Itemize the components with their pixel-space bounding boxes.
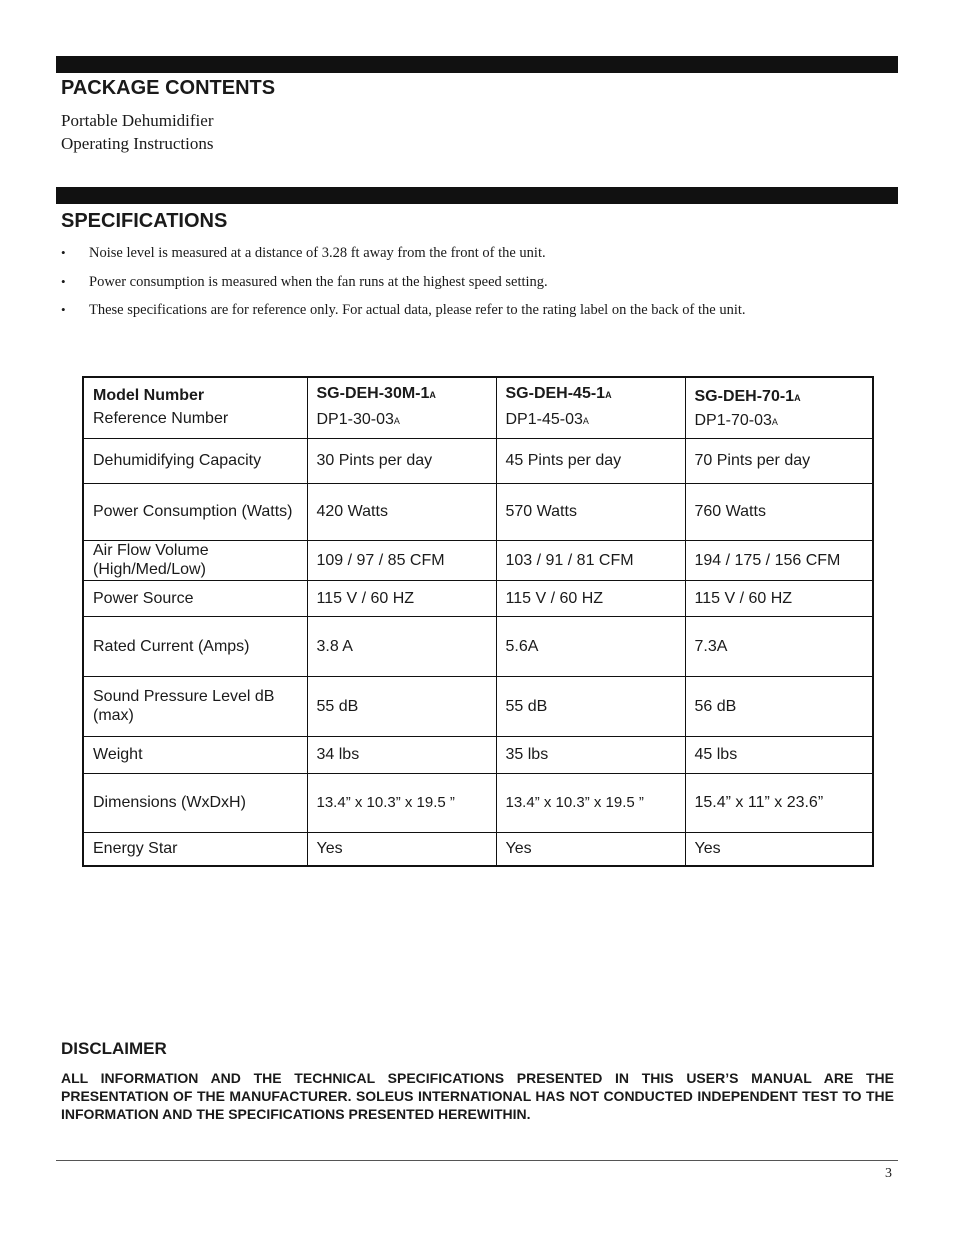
table-header-row [83,377,873,438]
package-contents-list [61,110,214,155]
row-label: Energy Star [83,832,307,866]
row-label: Air Flow Volume (High/Med/Low) [83,540,307,580]
row-value: Yes [307,832,496,866]
reference-number: DP1-70-03 [694,412,772,429]
package-item: Portable Dehumidifier [61,111,214,130]
row-label: Power Consumption (Watts) [83,483,307,540]
table-row [83,483,873,540]
note-item [60,243,746,272]
row-value: Yes [685,832,873,866]
specifications-heading: SPECIFICATIONS [61,210,228,232]
reference-number-wrap [506,410,676,431]
model-number: SG-DEH-45-1 [505,385,606,402]
row-value: 109 / 97 / 85 CFM [307,540,496,580]
row-label: Dimensions (WxDxH) [83,773,307,832]
footer-rule [56,1160,898,1161]
table-row [83,438,873,483]
specifications-table [82,376,874,867]
model-suffix: A [429,390,436,400]
reference-number: DP1-30-03 [316,411,394,428]
header-label-cell [83,377,307,438]
package-item: Operating Instructions [61,133,214,153]
specifications-section-bar [56,187,898,204]
row-value: 45 Pints per day [496,438,685,483]
model-header-cell [307,377,496,438]
reference-suffix: A [582,416,589,426]
table-row [83,736,873,773]
table-row [83,676,873,736]
specification-notes [60,243,746,329]
model-number-label: Model Number [93,387,205,404]
row-value: 13.4” x 10.3” x 19.5 ” [307,773,496,832]
row-value: 15.4” x 11” x 23.6” [685,773,873,832]
row-value: 35 lbs [496,736,685,773]
row-value: 45 lbs [685,736,873,773]
model-header-cell [496,377,685,438]
table-row [83,773,873,832]
disclaimer-heading: DISCLAIMER [61,1039,167,1058]
table-row [83,580,873,616]
reference-suffix: A [393,416,400,426]
bullet-icon: • [61,302,66,317]
model-number: SG-DEH-70-1 [694,388,795,405]
row-value: 55 dB [496,676,685,736]
row-value: Yes [496,832,685,866]
row-value: 103 / 91 / 81 CFM [496,540,685,580]
reference-number-wrap [695,411,864,432]
row-value: 5.6A [496,616,685,676]
reference-number: DP1-45-03 [505,411,583,428]
note-text: Power consumption is measured when the fan runs at the highest speed setting. [89,273,548,290]
row-value: 194 / 175 / 156 CFM [685,540,873,580]
row-value: 115 V / 60 HZ [685,580,873,616]
table-row [83,540,873,580]
reference-suffix: A [771,417,778,427]
row-value: 30 Pints per day [307,438,496,483]
row-value: 420 Watts [307,483,496,540]
row-value: 760 Watts [685,483,873,540]
note-item [60,300,746,329]
row-label: Dehumidifying Capacity [83,438,307,483]
row-value: 13.4” x 10.3” x 19.5 ” [496,773,685,832]
row-value: 115 V / 60 HZ [307,580,496,616]
model-header-cell [685,377,873,438]
model-number: SG-DEH-30M-1 [316,385,430,402]
row-value: 3.8 A [307,616,496,676]
row-value: 55 dB [307,676,496,736]
note-item [60,272,746,301]
row-value: 7.3A [685,616,873,676]
table-row [83,616,873,676]
row-value: 570 Watts [496,483,685,540]
page-number: 3 [885,1166,892,1181]
note-text: These specifications are for reference only. For actual data, please refer to the rating label on the back of the unit. [89,302,746,318]
package-section-bar [56,56,898,73]
row-value: 34 lbs [307,736,496,773]
note-text: Noise level is measured at a distance of 3.28 ft away from the front of the unit. [89,245,546,261]
row-value: 70 Pints per day [685,438,873,483]
row-label: Sound Pressure Level dB (max) [83,676,307,736]
reference-number-wrap [317,410,487,431]
bullet-icon: • [61,273,66,289]
table-row [83,832,873,866]
model-suffix: A [794,393,801,403]
row-value: 115 V / 60 HZ [496,580,685,616]
model-suffix: A [605,390,612,400]
row-label: Rated Current (Amps) [83,616,307,676]
bullet-icon: • [61,245,66,260]
row-label: Weight [83,736,307,773]
reference-number-label: Reference Number [93,410,229,427]
row-value: 56 dB [685,676,873,736]
row-label: Power Source [83,580,307,616]
package-contents-heading: PACKAGE CONTENTS [61,77,276,99]
disclaimer-text: ALL INFORMATION AND THE TECHNICAL SPECIFICATIONS PRESENTED IN THIS USER’S MANUAL ARE THE PRESENTATION OF THE MANUFACTURER. SOLEUS INTERNATIONAL HAS NOT CONDUCTED INDEPENDENT TEST TO THE INFORMATION AND THE SPECIFICATIONS PRESENTED HEREWITHIN. [61,1070,894,1122]
